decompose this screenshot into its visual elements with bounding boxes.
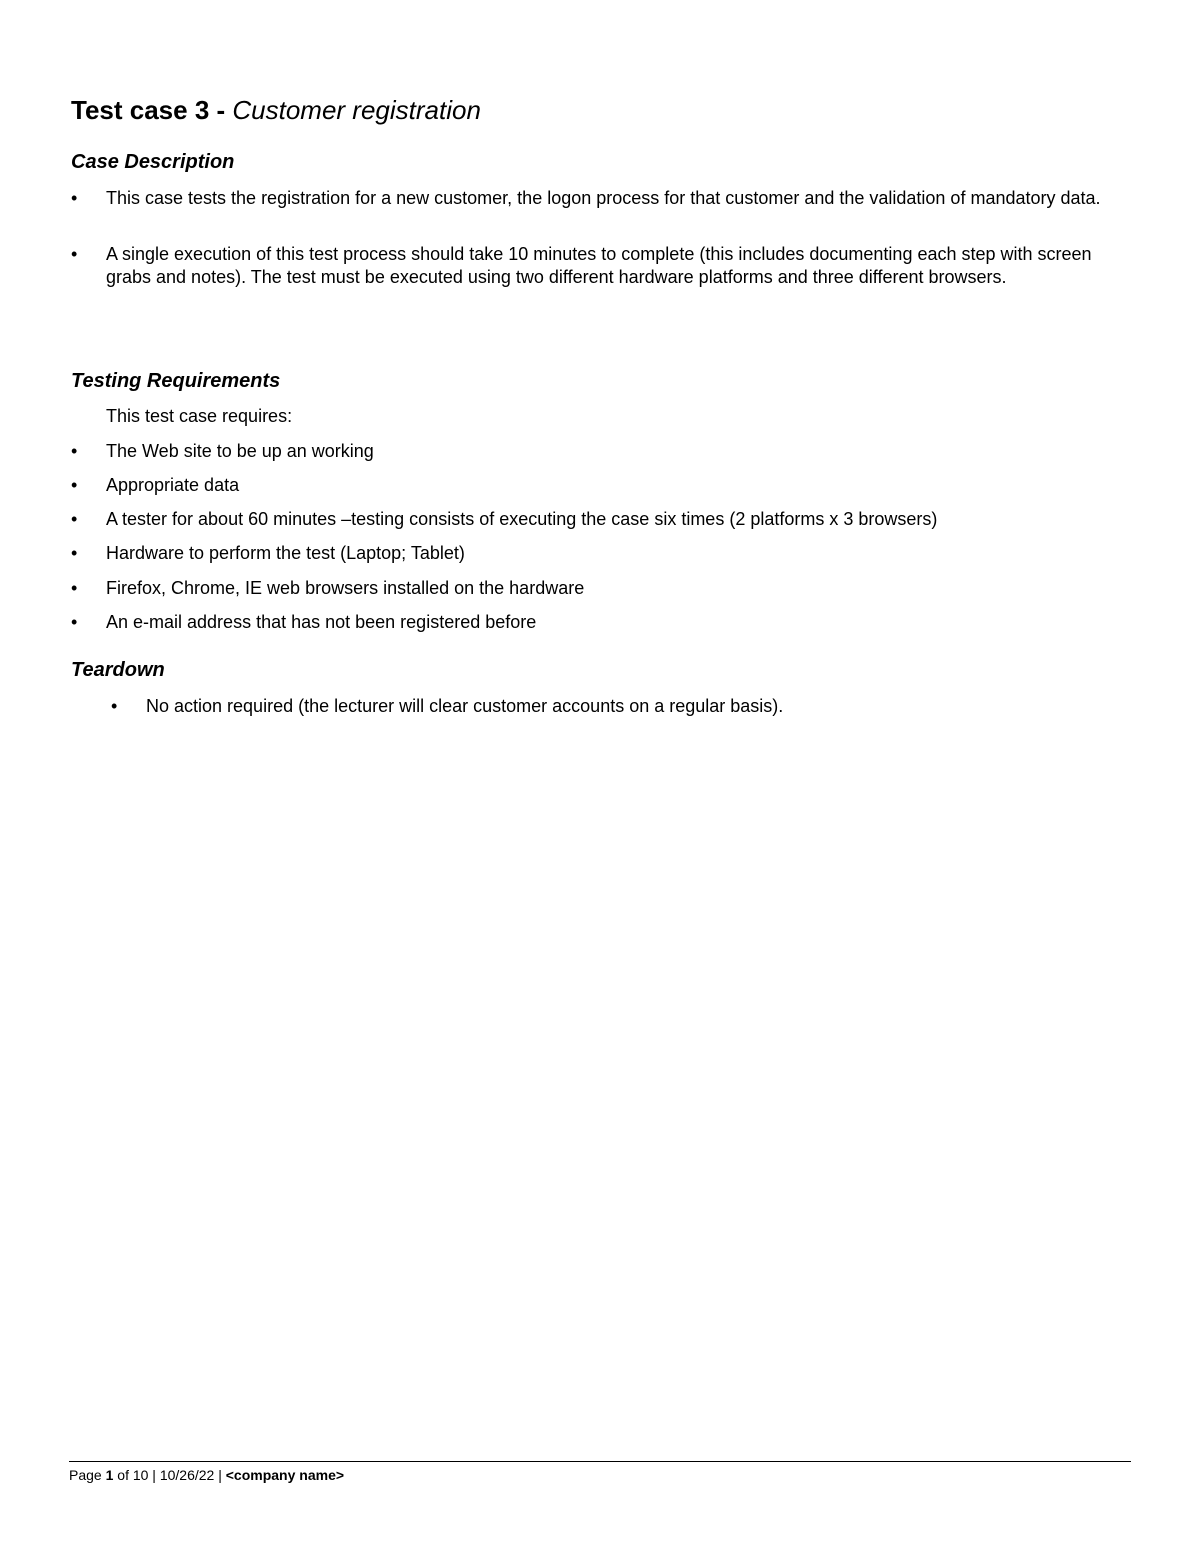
footer-company-name: <company name>: [225, 1467, 345, 1483]
page-title: [71, 94, 481, 126]
bullet-icon: •: [71, 188, 78, 208]
bullet-icon: •: [71, 509, 78, 529]
requirements-intro: This test case requires:: [106, 406, 293, 426]
list-item-text: This case tests the registration for a new customer, the logon process for that customer and the validation of mandatory data.: [106, 188, 1101, 208]
footer-divider: [69, 1461, 1131, 1462]
list-item-text: An e-mail address that has not been registered before: [106, 612, 537, 632]
list-item: [71, 577, 1131, 600]
footer-page-number: 1: [105, 1467, 114, 1483]
footer-details: of 10 | 10/26/22 |: [113, 1467, 226, 1483]
list-item: [71, 187, 1131, 210]
bullet-icon: •: [111, 696, 118, 716]
testing-requirements-heading: Testing Requirements: [71, 370, 281, 392]
bullet-icon: •: [71, 441, 78, 461]
list-item: [111, 695, 1131, 718]
page-footer: [69, 1466, 344, 1484]
list-item-text: Appropriate data: [106, 475, 240, 495]
teardown-heading: Teardown: [71, 659, 165, 681]
bullet-icon: •: [71, 612, 78, 632]
title-subtitle: Customer registration: [232, 95, 481, 125]
case-description-heading: Case Description: [71, 151, 235, 173]
list-item-text: Hardware to perform the test (Laptop; Tablet): [106, 543, 465, 563]
list-item-text: A single execution of this test process should take 10 minutes to complete (this includes documenting each step with screen grabs and notes). The test must be executed using two different hardware platforms and three different browsers.: [106, 244, 1092, 287]
bullet-icon: •: [71, 578, 78, 598]
bullet-icon: •: [71, 244, 78, 264]
list-item-text: A tester for about 60 minutes –testing consists of executing the case six times (2 platforms x 3 browsers): [106, 509, 938, 529]
list-item: [71, 542, 1131, 565]
bullet-icon: •: [71, 475, 78, 495]
list-item: [71, 508, 1131, 531]
footer-page-label: Page: [69, 1467, 106, 1483]
list-item-text: No action required (the lecturer will clear customer accounts on a regular basis).: [146, 696, 784, 716]
bullet-icon: •: [71, 543, 78, 563]
list-item-text: Firefox, Chrome, IE web browsers installed on the hardware: [106, 578, 585, 598]
title-main: Test case 3 -: [71, 95, 233, 125]
list-item: [71, 440, 1131, 463]
list-item-text: The Web site to be up an working: [106, 441, 374, 461]
list-item: [71, 611, 1131, 634]
list-item: [71, 243, 1131, 288]
list-item: [71, 474, 1131, 497]
